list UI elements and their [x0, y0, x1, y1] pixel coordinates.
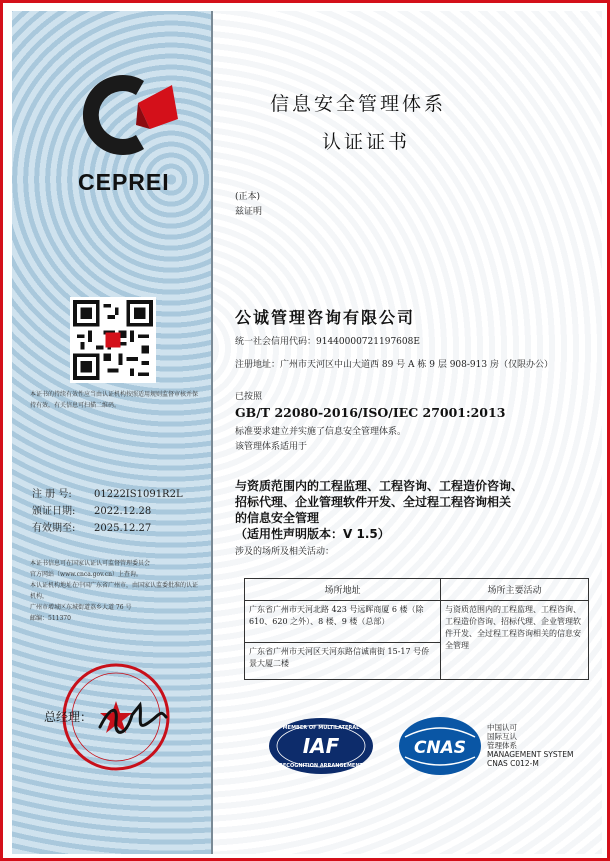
logo-text: CEPREI — [78, 169, 170, 195]
sites-table — [244, 578, 589, 680]
cnas-info: 中国认可 国际互认 管理体系 MANAGEMENT SYSTEM CNAS C012-M — [487, 723, 574, 768]
standard-requirement: 标准要求建立并实施了信息安全管理体系。 — [235, 427, 407, 437]
left-panel — [12, 11, 211, 854]
iaf-top-text: MEMBER OF MULTILATERAL — [282, 725, 360, 731]
general-manager-label: 总经理： — [44, 710, 93, 724]
signature-icon — [96, 697, 170, 741]
per-label: 已按照 — [235, 392, 263, 402]
iaf-bottom-text: RECOGNITION ARRANGEMENT — [279, 763, 363, 769]
certificate-body — [12, 11, 602, 854]
standard-code: GB/T 22080-2016/ISO/IEC 27001:2013 — [235, 405, 506, 420]
expiry-date: 有效期至: 2025.12.27 — [32, 523, 152, 534]
company-name: 公诚管理咨询有限公司 — [235, 308, 416, 327]
sites-intro: 涉及的场所及相关活动： — [235, 547, 335, 557]
iaf-logo-icon — [267, 716, 375, 776]
site-activity: 与资质范围内的工程监理、工程咨询、工程造价咨询、招标代理、企业管理软件开发、全过程工程咨询相关的信息安全管理 — [441, 601, 589, 680]
applies-label: 该管理体系适用于 — [235, 442, 308, 452]
original-mark: (正本) — [235, 192, 261, 202]
certificate-title-line1: 信息安全管理体系 — [270, 93, 447, 115]
credit-code: 统一社会信用代码：91440000721197608E — [235, 337, 420, 347]
iaf-big-text: IAF — [302, 734, 340, 758]
qr-note: 本证书的持续有效性应当由认证机构按照适用规则监督审核并保持有效，有关信息可扫描二维码。 — [30, 391, 199, 409]
registered-address: 注册地址：广州市天河区中山大道西 89 号 A 栋 9 层 908-913 房（仅限办公） — [235, 360, 553, 370]
panel-divider — [211, 11, 213, 854]
registration-number: 注 册 号: 01222IS1091R2L — [32, 489, 183, 500]
sites-header-address: 场所地址 — [245, 579, 441, 601]
sites-header-activity: 场所主要活动 — [441, 579, 589, 601]
certificate-title-line2: 认证证书 — [322, 131, 411, 153]
certify-label: 兹证明 — [235, 207, 263, 217]
cepre-logo-icon — [74, 67, 186, 163]
cnas-logo-text: CNAS — [413, 738, 467, 758]
cnas-logo-icon — [397, 715, 483, 777]
site-address-1: 广东省广州市天河北路 423 号远晖商厦 6 楼（除 610、620 之外）、8 楼、9 楼（总部） — [245, 601, 440, 643]
disclaimer: 本证书信息可在国家认证认可监督管理委员会 官方网站（www.cnca.gov.cn）上查询。 本认证机构地址在中国广东省广州市，由国家认监委批准的认证机构， 广州市增城区东城街道荔乡大道 76 号 邮编：511370 — [30, 560, 199, 622]
qr-code-icon[interactable] — [70, 297, 156, 383]
site-address-2: 广东省广州市天河区天河东路信诚南街 15-17 号侨景大厦二楼 — [249, 647, 430, 668]
certification-scope: 与资质范围内的工程监理、工程咨询、工程造价咨询、 招标代理、企业管理软件开发、全过程工程咨询相关 的信息安全管理 （适用性声明版本：V 1.5） — [235, 479, 524, 541]
issue-date: 颁证日期: 2022.12.28 — [32, 506, 152, 517]
sites-address-cell — [245, 601, 441, 680]
